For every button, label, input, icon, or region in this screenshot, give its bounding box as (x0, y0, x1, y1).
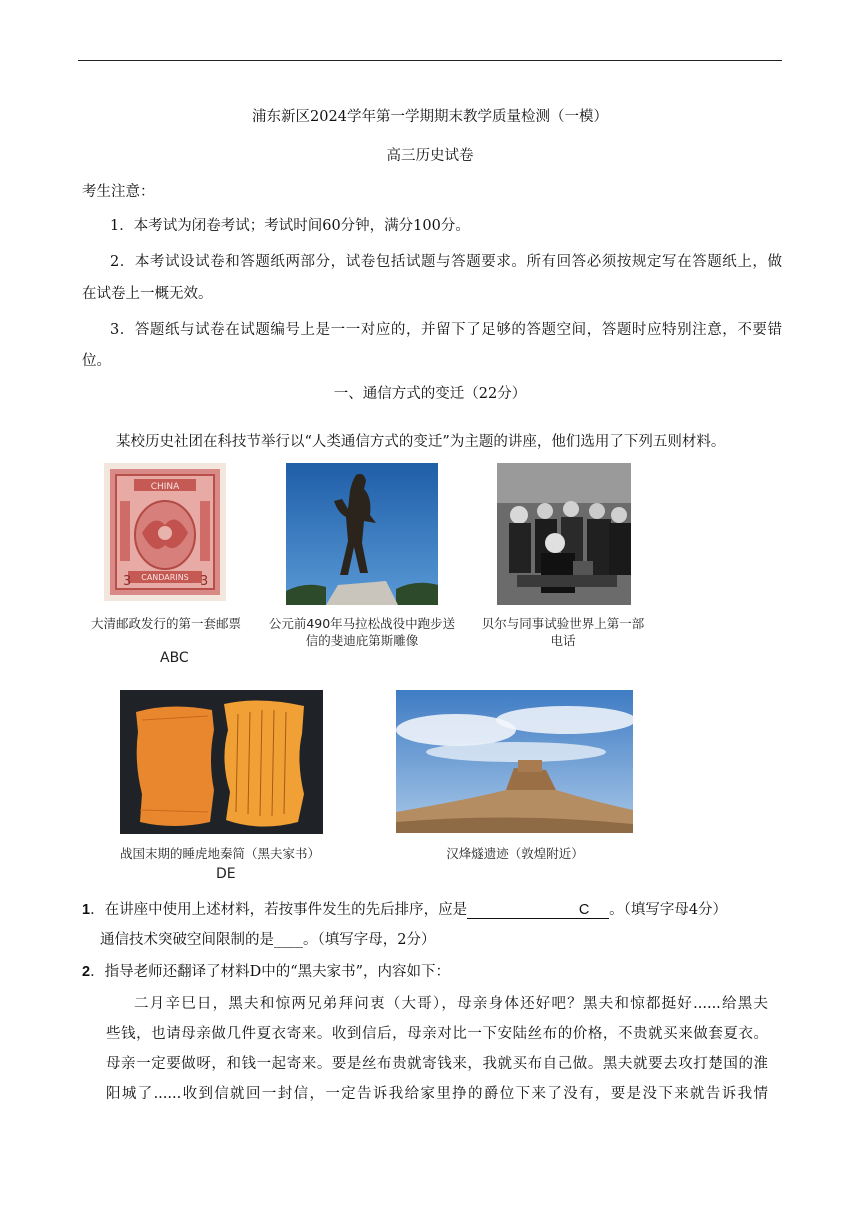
letter-paragraph-line-4: 阳城了......收到信就回一封信，一定告诉我给家里挣的爵位下来了没有，要是没下来就告诉我情 (106, 1086, 768, 1102)
figure-b-caption (262, 615, 462, 649)
notice-item-3-cont: 位。 (82, 353, 111, 369)
question-1-answer-blank[interactable] (467, 902, 609, 919)
letter-paragraph-line-3: 母亲一定要做呀，和钱一起寄来。要是丝布贵就寄钱来，我就买布自己做。黑夫就要去攻打楚国的淮 (106, 1056, 768, 1072)
question-1-text: ．在讲座中使用上述材料，若按事件发生的先后排序，应是 (90, 902, 468, 918)
stamp-image (104, 463, 226, 601)
stamp-top-text: CHINA (150, 482, 180, 492)
figure-b-statue (286, 463, 438, 605)
figure-a-caption: 大清邮政发行的第一套邮票 (90, 616, 241, 631)
figure-c-caption-line1: 贝尔与同事试验世界上第一部 (481, 616, 645, 631)
figure-c-telephone-photo (497, 463, 631, 605)
question-1-number: 1 (82, 902, 91, 918)
telephone-image (497, 463, 631, 605)
stamp-bottom-text: CANDARINS (141, 573, 189, 582)
section-title: 一、通信方式的变迁（22分） (333, 386, 527, 402)
notice-item-2: 2．本考试设试卷和答题纸两部分，试卷包括试题与答题要求。所有回答必须按规定写在答题纸上，做 (110, 254, 782, 270)
letter-paragraph-line-2: 些钱，也请母亲做几件夏衣寄来。收到信后，母亲对比一下安陆丝布的价格，不贵就买来做套夏衣。 (106, 1026, 768, 1042)
slips-image (120, 690, 323, 834)
notice-item-1: 1．本考试为闭卷考试；考试时间60分钟，满分100分。 (110, 218, 470, 234)
notice-item-2-cont: 在试卷上一概无效。 (82, 286, 213, 302)
figure-c-caption (470, 615, 656, 649)
figure-b-caption-line1: 公元前490年马拉松战役中跑步送 (268, 616, 456, 631)
question-1 (82, 898, 727, 919)
question-2 (82, 960, 450, 981)
figure-e-beacon-ruins (396, 690, 633, 833)
question-1-points: 。（填写字母4分） (609, 902, 728, 918)
row1-labels: ABC (160, 650, 189, 666)
stamp-value-right: 3 (200, 574, 209, 589)
notice-label: 考生注意： (82, 184, 155, 200)
ruins-image (396, 690, 633, 833)
letter-paragraph-line-1: 二月辛巳日，黑夫和惊两兄弟拜问衷（大哥），母亲身体还好吧？黑夫和惊都挺好......给黑夫 (134, 996, 768, 1012)
header-rule (78, 60, 782, 61)
question-1-answer: C (578, 902, 590, 918)
exam-subtitle: 高三历史试卷 (386, 148, 474, 164)
stamp-value-left: 3 (123, 574, 132, 589)
exam-title: 浦东新区2024学年第一学期期末教学质量检测（一模） (252, 109, 608, 125)
question-2-number: 2 (82, 964, 91, 980)
figure-d-caption: 战国末期的睡虎地秦简（黑夫家书） (119, 846, 320, 861)
notice-item-3: 3．答题纸与试卷在试题编号上是一一对应的，并留下了足够的答题空间，答题时应特别注意，不要错 (110, 322, 782, 338)
section-intro: 某校历史社团在科技节举行以“人类通信方式的变迁”为主题的讲座，他们选用了下列五则材料。 (116, 434, 726, 450)
figure-d-bamboo-slips (120, 690, 323, 834)
figure-e-caption: 汉烽燧遗迹（敦煌附近） (446, 846, 584, 861)
figure-c-caption-line2: 电话 (550, 633, 576, 648)
question-1-part-2: 通信技术突破空间限制的是____。（填写字母，2分） (100, 932, 436, 948)
statue-image (286, 463, 438, 605)
question-2-text: ．指导老师还翻译了材料D中的“黑夫家书”，内容如下： (90, 964, 451, 980)
figure-b-caption-line2: 信的斐迪庇第斯雕像 (305, 633, 419, 648)
figure-a-stamp (104, 463, 226, 601)
row2-labels: DE (216, 866, 236, 882)
